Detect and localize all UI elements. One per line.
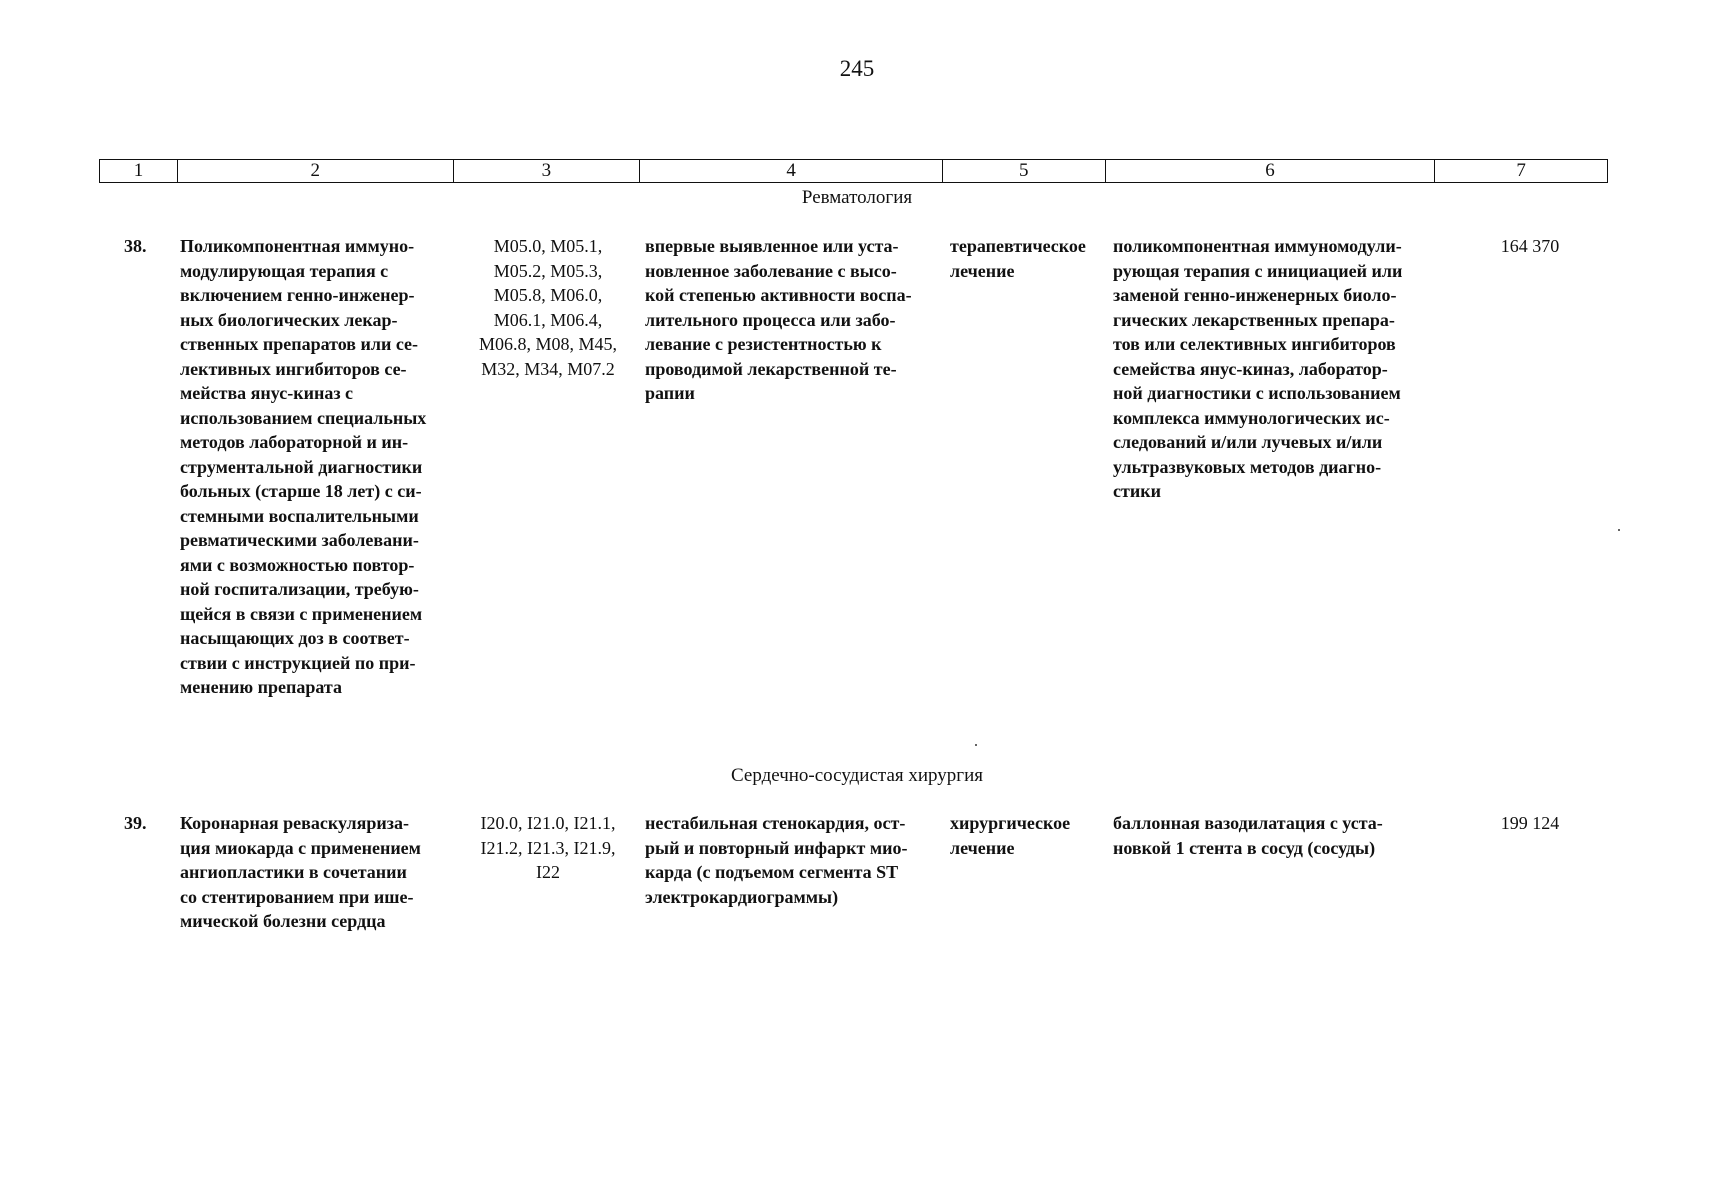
column-header: 6 bbox=[1106, 160, 1436, 182]
patient-model: впервые выявленное или уста- новленное заболевание с высо- кой степенью активности воспа- лительного процесса или забо- левание с резистентностью к проводимой лекарственной те- рапии bbox=[645, 236, 912, 403]
column-header: 2 bbox=[178, 160, 454, 182]
cost-value: 164 370 bbox=[1500, 236, 1560, 256]
column-header: 4 bbox=[640, 160, 943, 182]
treatment-method: поликомпонентная иммуномодули- рующая терапия с инициацией или заменой генно-инженерных биоло- гических лекарственных препара- тов или селективных ингибиторов семейства янус-киназ, лаборатор- ной диагностики с использованием комплекса иммунологических ис- следований и/или лучевых и/или ультразвуковых методов диагно- стики bbox=[1113, 236, 1403, 501]
care-type-name: Поликомпонентная иммуно- модулирующая терапия с включением генно-инженер- ных биологических лекар- ственных препаратов или се- лективных ингибиторов се- мейства янус-киназ с использованием специальных методов лабораторной и ин- струментальной диагностики больных (старше 18 лет) с си- стемными воспалительными ревматическими заболевани- ями с возможностью повтор- ной госпитализации, требую- щейся в связи с применением насыщающих доз в соответ- ствии с инструкцией по при- менению препарата bbox=[180, 236, 427, 697]
icd-codes: I20.0, I21.0, I21.1, I21.2, I21.3, I21.9, I22 bbox=[480, 813, 616, 882]
cost-value: 199 124 bbox=[1500, 813, 1560, 833]
scan-speck bbox=[975, 744, 977, 746]
icd-codes: M05.0, M05.1, M05.2, M05.3, M05.8, M06.0, M06.1, M06.4, M06.8, M08, M45, M32, M34, M07.2 bbox=[478, 236, 617, 379]
scan-speck bbox=[1618, 529, 1620, 531]
column-header: 3 bbox=[454, 160, 641, 182]
row-number: 38. bbox=[124, 236, 147, 256]
section-title: Ревматология bbox=[801, 187, 913, 208]
column-header-row bbox=[99, 159, 1608, 183]
column-header: 7 bbox=[1516, 160, 1526, 181]
care-type-name: Коронарная реваскуляриза- ция миокарда с применением ангиопластики в сочетании со стентированием при ише- мической болезни сердца bbox=[180, 813, 421, 931]
treatment-type: хирургическое лечение bbox=[950, 813, 1071, 858]
treatment-method: баллонная вазодилатация с уста- новкой 1 стента в сосуд (сосуды) bbox=[1113, 813, 1383, 858]
column-header: 5 bbox=[943, 160, 1106, 182]
row-number: 39. bbox=[124, 813, 147, 833]
section-title: Сердечно-сосудистая хирургия bbox=[730, 765, 983, 786]
patient-model: нестабильная стенокардия, ост- рый и повторный инфаркт мио- карда (с подъемом сегмента ST электрокардиограммы) bbox=[645, 813, 908, 907]
column-header: 1 bbox=[100, 160, 178, 182]
treatment-type: терапевтическое лечение bbox=[950, 236, 1086, 281]
page-number: 245 bbox=[839, 56, 875, 81]
